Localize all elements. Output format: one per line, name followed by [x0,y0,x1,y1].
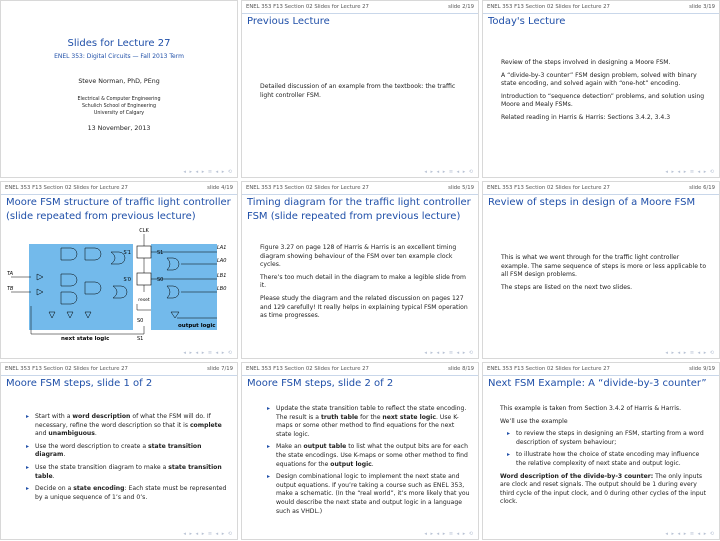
nav-controls[interactable]: ◂ ▸ ◂ ▸ ≡ ◂ ▸ ⟲ [183,531,233,537]
date: 13 November, 2013 [87,125,151,132]
register-s0 [137,273,151,285]
dept-line-3: University of Calgary [93,111,145,116]
list-item: ▸ to review the steps in designing an FSM, starting from a word description of system behaviour; [516,430,711,447]
paragraph: Word description of the divide-by-3 counter: The only inputs are clock and reset signals. The output should be 1 during every third cycle of the input clock, and 0 during other cycles of the input clock. [500,472,706,506]
header-course: ENEL 353 F13 Section 02 Slides for Lecture 27 [246,4,369,10]
output-logic-box [151,244,217,330]
paragraph: Figure 3.27 on page 128 of Harris & Harris is an excellent timing diagram showing behaviour of the FSM over ten example clock cycles. [260,244,457,269]
slide-body [25,413,227,506]
list-item: ▸ Use the word description to create a state transition diagram. [35,443,227,460]
page-number: slide 8/19 [448,366,474,372]
slide-1[interactable] [0,0,238,178]
nav-controls[interactable]: ◂ ▸ ◂ ▸ ≡ ◂ ▸ ⟲ [665,169,715,175]
slide-8[interactable] [241,362,479,540]
slide-body [500,405,711,511]
list-item: ▸ to illustrate how the choice of state encoding may influence the relative complexity of next state and output logic. [516,451,711,468]
nav-controls[interactable]: ◂ ▸ ◂ ▸ ≡ ◂ ▸ ⟲ [424,531,474,537]
slide-body [266,405,470,520]
header-course: ENEL 353 F13 Section 02 Slides for Lecture 27 [487,366,610,372]
nav-controls[interactable]: ◂ ▸ ◂ ▸ ≡ ◂ ▸ ⟲ [424,169,474,175]
dept-line-2: Schulich School of Engineering [81,104,156,109]
bullet-list [266,405,470,516]
slide-4[interactable] [0,181,238,359]
paragraph: Review of the steps involved in designing a Moore FSM. [501,59,671,66]
next-state-logic-box [29,244,133,330]
paragraph: This is what we went through for the traffic light controller example. The same sequence of steps is more or less applicable to all FSM design problems. [501,254,707,279]
slide-title: Timing diagram for the traffic light controller FSM (slide repeated from previous lecture) [247,197,471,222]
paragraph: Please study the diagram and the related discussion on pages 127 and 129 carefully! It really helps in explaining typical FSM operation as time progresses. [260,294,468,320]
slide-title: Moore FSM structure of traffic light controller (slide repeated from previous lecture) [6,197,231,222]
slide-3[interactable] [482,0,720,178]
lb0-label: LB0 [217,286,227,292]
paragraph: Related reading in Harris & Harris: Sections 3.4.2, 3.4.3 [501,113,671,121]
lb1-label: LB1 [217,273,227,279]
page-number: slide 2/19 [448,4,474,10]
s1-next-label: S′1 [123,250,131,256]
slide-header [242,363,478,376]
slide-header [1,182,237,195]
header-course: ENEL 353 F13 Section 02 Slides for Lecture 27 [5,185,128,191]
list-item: ▸ Update the state transition table to reflect the state encoding. The result is a truth table for the next state logic. Use K-maps or some other method to find equations for the next state logic. [276,405,470,439]
slide-5[interactable] [241,181,479,359]
slide-title: Previous Lecture [247,16,330,27]
paragraph: We’ll use the example [500,417,568,425]
slide-header [483,1,719,14]
s0-feedback-label: S0 [137,318,144,324]
page-number: slide 3/19 [689,4,715,10]
slide-header [483,363,719,376]
page-number: slide 9/19 [689,366,715,372]
slide-title: Today's Lecture [488,16,566,27]
slide-6[interactable] [482,181,720,359]
nav-controls[interactable]: ◂ ▸ ◂ ▸ ≡ ◂ ▸ ⟲ [665,350,715,356]
paragraph: The steps are listed on the next two slides. [501,283,633,291]
slide-header [242,1,478,14]
header-course: ENEL 353 F13 Section 02 Slides for Lecture 27 [487,4,610,10]
slide-title: Review of steps in design of a Moore FSM [488,197,696,208]
page-number: slide 4/19 [207,185,233,191]
header-course: ENEL 353 F13 Section 02 Slides for Lecture 27 [487,185,610,191]
slide-header [1,363,237,376]
list-item: ▸ Start with a word description of what the FSM will do. If necessary, refine the word description so that it is complete and unambiguous. [35,413,227,439]
paragraph: There’s too much detail in the diagram to make a legible slide from it. [260,273,466,290]
dept-line-1: Electrical & Computer Engineering [77,97,161,102]
reset-label: reset [138,298,150,303]
la1-label: LA1 [217,245,227,251]
clk-label: CLK [139,228,149,234]
slide-title: Moore FSM steps, slide 2 of 2 [247,378,394,389]
paragraph: Detailed discussion of an example from the textbook: the traffic light controller FSM. [260,83,456,99]
s1-feedback-label: S1 [137,336,144,342]
author: Steve Norman, PhD, PEng [78,78,160,85]
bullet-list [25,413,227,502]
slide-header [483,182,719,195]
slide-2[interactable] [241,0,479,178]
slide-7[interactable] [0,362,238,540]
slide-title: Slides for Lecture 27 [67,38,171,49]
tb-label: TB [7,286,14,292]
page-number: slide 7/19 [207,366,233,372]
list-item: ▸ Make an output table to list what the output bits are for each the state encodings. Use K-maps or some other method to find equations for the output logic. [276,443,470,469]
nav-controls[interactable]: ◂ ▸ ◂ ▸ ≡ ◂ ▸ ⟲ [183,169,233,175]
header-course: ENEL 353 F13 Section 02 Slides for Lecture 27 [246,366,369,372]
fsm-schematic [1,226,238,359]
slide-body [501,254,709,296]
slide-body [501,59,709,127]
slide-header [242,182,478,195]
slide-title: Moore FSM steps, slide 1 of 2 [6,378,153,389]
next-state-logic-label: next state logic [61,336,110,342]
paragraph: This example is taken from Section 3.4.2 of Harris & Harris. [500,405,682,412]
header-course: ENEL 353 F13 Section 02 Slides for Lecture 27 [246,185,369,191]
paragraph: Introduction to “sequence detection” problems, and solution using Moore and Mealy FSMs. [501,92,705,109]
la0-label: LA0 [217,258,227,264]
s0-next-label: S′0 [123,277,131,283]
page-number: slide 5/19 [448,185,474,191]
list-item: ▸ Use the state transition diagram to make a state transition table. [35,464,227,481]
bullet-list [500,430,711,468]
list-item: ▸ Decide on a state encoding: Each state must be represented by a unique sequence of 1’s and 0’s. [35,485,227,502]
slide-body [260,244,468,325]
list-item: ▸ Design combinational logic to implement the next state and output equations. If you’re taking a course such as ENEL 353, make a schematic. (In the “real world”, it’s more likely that you would describe the next state and output logic in a language such as VHDL.) [276,473,470,516]
slide-9[interactable] [482,362,720,540]
register-s1 [137,246,151,258]
output-logic-label: output logic [178,323,216,329]
page-number: slide 6/19 [689,185,715,191]
nav-controls[interactable]: ◂ ▸ ◂ ▸ ≡ ◂ ▸ ⟲ [424,350,474,356]
slide-body [260,83,468,104]
nav-controls[interactable]: ◂ ▸ ◂ ▸ ≡ ◂ ▸ ⟲ [665,531,715,537]
s0-label: S0 [157,277,164,283]
course-line: ENEL 353: Digital Circuits — Fall 2013 Term [54,53,184,60]
ta-label: TA [7,271,14,277]
slide-title: Next FSM Example: A “divide-by-3 counter” [488,378,707,389]
header-course: ENEL 353 F13 Section 02 Slides for Lecture 27 [5,366,128,372]
paragraph: A “divide-by-3 counter” FSM design problem, solved with binary state encoding, and solved again with “one-hot” encoding. [501,71,697,88]
s1-label: S1 [157,250,164,256]
nav-controls[interactable]: ◂ ▸ ◂ ▸ ≡ ◂ ▸ ⟲ [183,350,233,356]
